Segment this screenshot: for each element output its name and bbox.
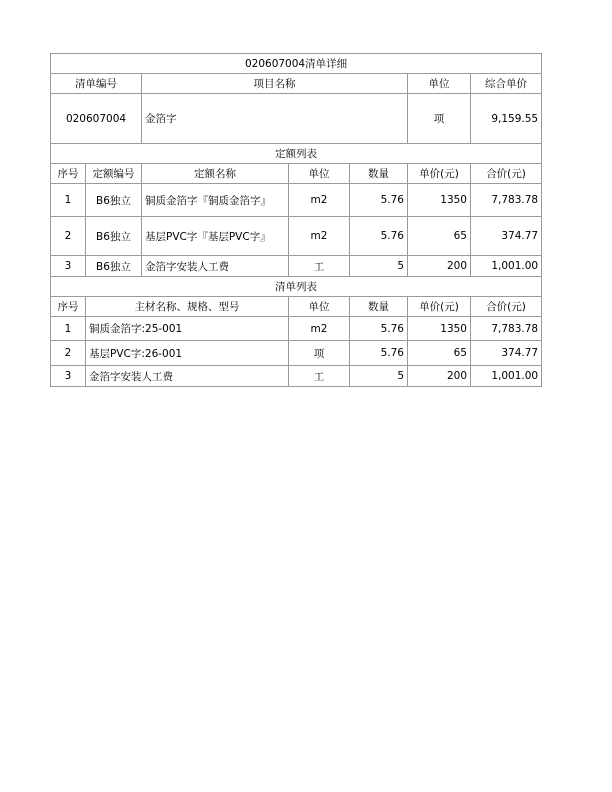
list-header-unit: 单位: [289, 297, 350, 317]
quota-price: 65: [408, 217, 471, 256]
quota-code: B6独立: [86, 256, 142, 277]
bill-detail-table: [50, 53, 542, 387]
list-price: 200: [408, 366, 471, 387]
list-price: 1350: [408, 317, 471, 341]
quota-unit: m2: [289, 184, 350, 217]
list-header-qty: 数量: [350, 297, 408, 317]
quota-section-title: 定额列表: [51, 144, 542, 164]
list-unit: 工: [289, 366, 350, 387]
quota-header-name: 定额名称: [142, 164, 289, 184]
quota-header-row: [51, 164, 542, 184]
list-section-row: [51, 277, 542, 297]
quota-header-total: 合价(元): [471, 164, 542, 184]
quota-header-price: 单价(元): [408, 164, 471, 184]
quota-total: 374.77: [471, 217, 542, 256]
list-header-row: [51, 297, 542, 317]
list-total: 374.77: [471, 341, 542, 366]
quota-no: 2: [51, 217, 86, 256]
header-bill-code: 清单编号: [51, 74, 142, 94]
quota-unit: m2: [289, 217, 350, 256]
quota-row: [51, 184, 542, 217]
quota-total: 1,001.00: [471, 256, 542, 277]
list-unit: 项: [289, 341, 350, 366]
list-row: [51, 317, 542, 341]
quota-name: 基层PVC字『基层PVC字』: [142, 217, 289, 256]
header-item-name: 项目名称: [142, 74, 408, 94]
quota-qty: 5.76: [350, 217, 408, 256]
quota-price: 200: [408, 256, 471, 277]
quota-header-no: 序号: [51, 164, 86, 184]
header-composite-price: 综合单价: [471, 74, 542, 94]
quota-total: 7,783.78: [471, 184, 542, 217]
list-name: 铜质金箔字:25-001: [86, 317, 289, 341]
list-name: 金箔字安装人工费: [86, 366, 289, 387]
list-price: 65: [408, 341, 471, 366]
list-row: [51, 366, 542, 387]
list-no: 1: [51, 317, 86, 341]
list-header-price: 单价(元): [408, 297, 471, 317]
quota-name: 金箔字安装人工费: [142, 256, 289, 277]
header-unit: 单位: [408, 74, 471, 94]
bill-unit: 项: [408, 94, 471, 144]
list-header-no: 序号: [51, 297, 86, 317]
table-title: 020607004清单详细: [51, 54, 542, 74]
quota-header-qty: 数量: [350, 164, 408, 184]
quota-header-unit: 单位: [289, 164, 350, 184]
list-no: 2: [51, 341, 86, 366]
quota-header-code: 定额编号: [86, 164, 142, 184]
list-qty: 5.76: [350, 317, 408, 341]
quota-row: [51, 256, 542, 277]
list-qty: 5.76: [350, 341, 408, 366]
list-unit: m2: [289, 317, 350, 341]
quota-qty: 5.76: [350, 184, 408, 217]
bill-code: 020607004: [51, 94, 142, 144]
list-header-total: 合价(元): [471, 297, 542, 317]
quota-no: 1: [51, 184, 86, 217]
bill-row: [51, 94, 542, 144]
title-row: [51, 54, 542, 74]
list-header-name: 主材名称、规格、型号: [86, 297, 289, 317]
quota-no: 3: [51, 256, 86, 277]
list-name: 基层PVC字:26-001: [86, 341, 289, 366]
list-total: 1,001.00: [471, 366, 542, 387]
bill-name: 金箔字: [142, 94, 408, 144]
quota-section-row: [51, 144, 542, 164]
quota-price: 1350: [408, 184, 471, 217]
quota-code: B6独立: [86, 184, 142, 217]
list-section-title: 清单列表: [51, 277, 542, 297]
quota-qty: 5: [350, 256, 408, 277]
bill-price: 9,159.55: [471, 94, 542, 144]
list-qty: 5: [350, 366, 408, 387]
quota-unit: 工: [289, 256, 350, 277]
list-no: 3: [51, 366, 86, 387]
quota-name: 铜质金箔字『铜质金箔字』: [142, 184, 289, 217]
quota-row: [51, 217, 542, 256]
list-total: 7,783.78: [471, 317, 542, 341]
list-row: [51, 341, 542, 366]
bill-header-row: [51, 74, 542, 94]
quota-code: B6独立: [86, 217, 142, 256]
